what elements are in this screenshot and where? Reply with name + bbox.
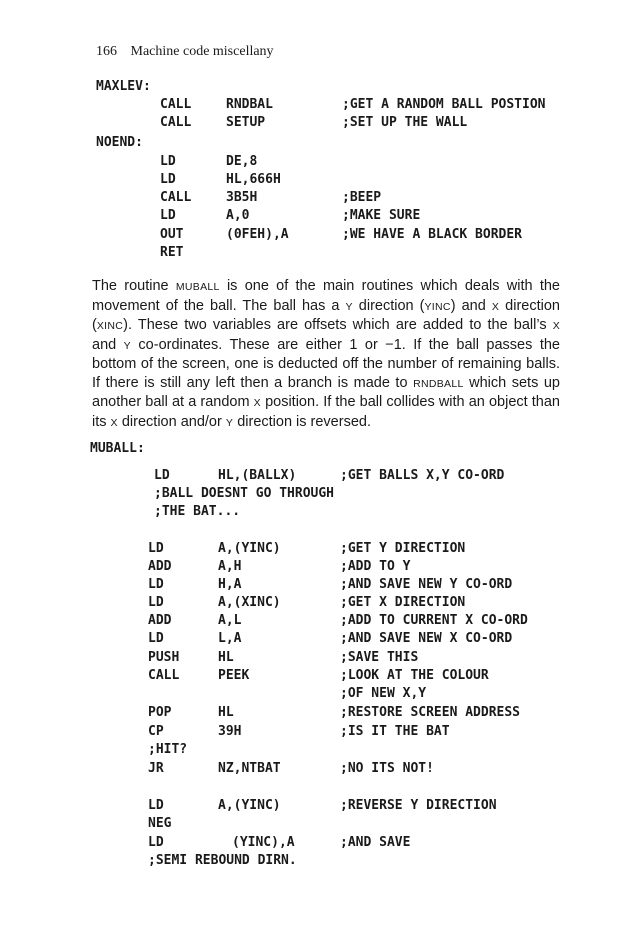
code-label: NOEND: [96,135,143,150]
code-comment: ;OF NEW X,Y [340,686,427,701]
code-arg: A,L [218,613,242,628]
code-comment: ;SET UP THE WALL [342,115,468,130]
code-arg: A,H [218,559,242,574]
code-op: LD [160,172,176,187]
small-caps-term: X [253,397,261,409]
code-listing-2 [90,440,570,880]
code-op: RET [160,245,184,260]
code-arg: HL,(BALLX) [218,468,297,483]
code-comment: ;SAVE THIS [340,650,419,665]
code-arg: (0FEH),A [226,227,289,242]
code-arg: NZ,NTBAT [218,761,281,776]
code-comment: ;AND SAVE [340,835,411,850]
code-comment: ;THE BAT... [154,504,241,519]
code-comment: ;GET BALLS X,Y CO-ORD [340,468,505,483]
code-op: CP [148,724,164,739]
code-comment: ;GET X DIRECTION [340,595,466,610]
code-arg: (YINC),A [232,835,295,850]
code-arg: A,(YINC) [218,541,281,556]
code-comment: ;LOOK AT THE COLOUR [340,668,489,683]
code-comment: ;WE HAVE A BLACK BORDER [342,227,523,242]
code-comment: ;RESTORE SCREEN ADDRESS [340,705,521,720]
code-op: LD [148,577,164,592]
text-run: position. If the ball collides with an object than its [92,394,560,430]
small-caps-term: Y [123,339,131,352]
page-number: 166 [96,44,117,59]
code-arg: A,(YINC) [218,798,281,813]
code-op: LD [148,595,164,610]
code-op: JR [148,761,164,776]
text-run: ) and [450,297,492,314]
code-arg: PEEK [218,668,250,683]
code-arg: 3B5H [226,190,258,205]
code-arg: RNDBAL [226,97,273,112]
page-header [96,44,274,60]
code-comment: ;BEEP [342,190,382,205]
code-label: MUBALL: [90,441,145,456]
code-comment: ;HIT? [148,742,188,757]
code-op: LD [148,798,164,813]
code-comment: ;REVERSE Y DIRECTION [340,798,497,813]
code-op: LD [148,835,164,850]
code-op: LD [160,154,176,169]
code-op: CALL [160,97,192,112]
code-op: NEG [148,816,172,831]
code-comment: ;IS IT THE BAT [340,724,450,739]
code-arg: HL [218,650,234,665]
small-caps-term: MUBALL [175,281,220,293]
small-caps-term: X [552,320,560,332]
code-op: LD [160,208,176,223]
code-arg: 39H [218,724,242,739]
code-op: CALL [160,115,192,130]
small-caps-term: YINC [424,300,451,313]
code-op: OUT [160,227,184,242]
code-arg: DE,8 [226,154,258,169]
text-run: co-ordinates. These are either 1 or −1. If the ball passes the bottom of the screen, one is deducted off the number of remaining balls. If there is still any left then a branch is made to [92,336,560,391]
text-run: which sets up another ball at a random [92,374,560,410]
text-run: direction ( [92,297,560,333]
code-label: MAXLEV: [96,79,151,94]
code-comment: ;GET A RANDOM BALL POSTION [342,97,546,112]
code-arg: HL [218,705,234,720]
running-title: Machine code miscellany [130,44,274,59]
code-op: PUSH [148,650,180,665]
code-comment: ;AND SAVE NEW X CO-ORD [340,631,513,646]
text-run: and [92,336,124,353]
code-op: ADD [148,613,172,628]
code-op: LD [154,468,170,483]
code-arg: HL,666H [226,172,281,187]
code-comment: ;GET Y DIRECTION [340,541,466,556]
small-caps-term: Y [225,416,234,429]
code-arg: SETUP [226,115,266,130]
code-op: LD [148,541,164,556]
text-run: ). These two variables are offsets which are added to the ball’s [123,317,553,333]
code-comment: ;ADD TO Y [340,559,411,574]
code-arg: A,0 [226,208,250,223]
text-run: direction is reversed. [233,413,371,430]
small-caps-term: X [110,416,118,429]
small-caps-term: Y [345,300,353,313]
code-op: ADD [148,559,172,574]
text-run: direction and/or [117,413,226,430]
code-op: CALL [160,190,192,205]
code-arg: L,A [218,631,242,646]
text-run: direction ( [352,297,425,314]
code-listing-1 [96,78,576,268]
code-comment: ;BALL DOESNT GO THROUGH [154,486,335,501]
text-run: The routine [92,278,176,294]
code-arg: A,(XINC) [218,595,281,610]
code-comment: ;ADD TO CURRENT X CO-ORD [340,613,528,628]
small-caps-term: X [491,300,500,313]
code-op: CALL [148,668,180,683]
code-op: POP [148,705,172,720]
code-comment: ;NO ITS NOT! [340,761,434,776]
body-paragraph [92,277,560,432]
code-comment: ;MAKE SURE [342,208,421,223]
small-caps-term: RNDBALL [413,377,464,390]
small-caps-term: XINC [96,320,124,332]
code-comment: ;AND SAVE NEW Y CO-ORD [340,577,513,592]
text-run: is one of the main routines which deals with the movement of the ball. The ball has a [92,278,560,314]
code-comment: ;SEMI REBOUND DIRN. [148,853,297,868]
code-op: LD [148,631,164,646]
code-arg: H,A [218,577,242,592]
